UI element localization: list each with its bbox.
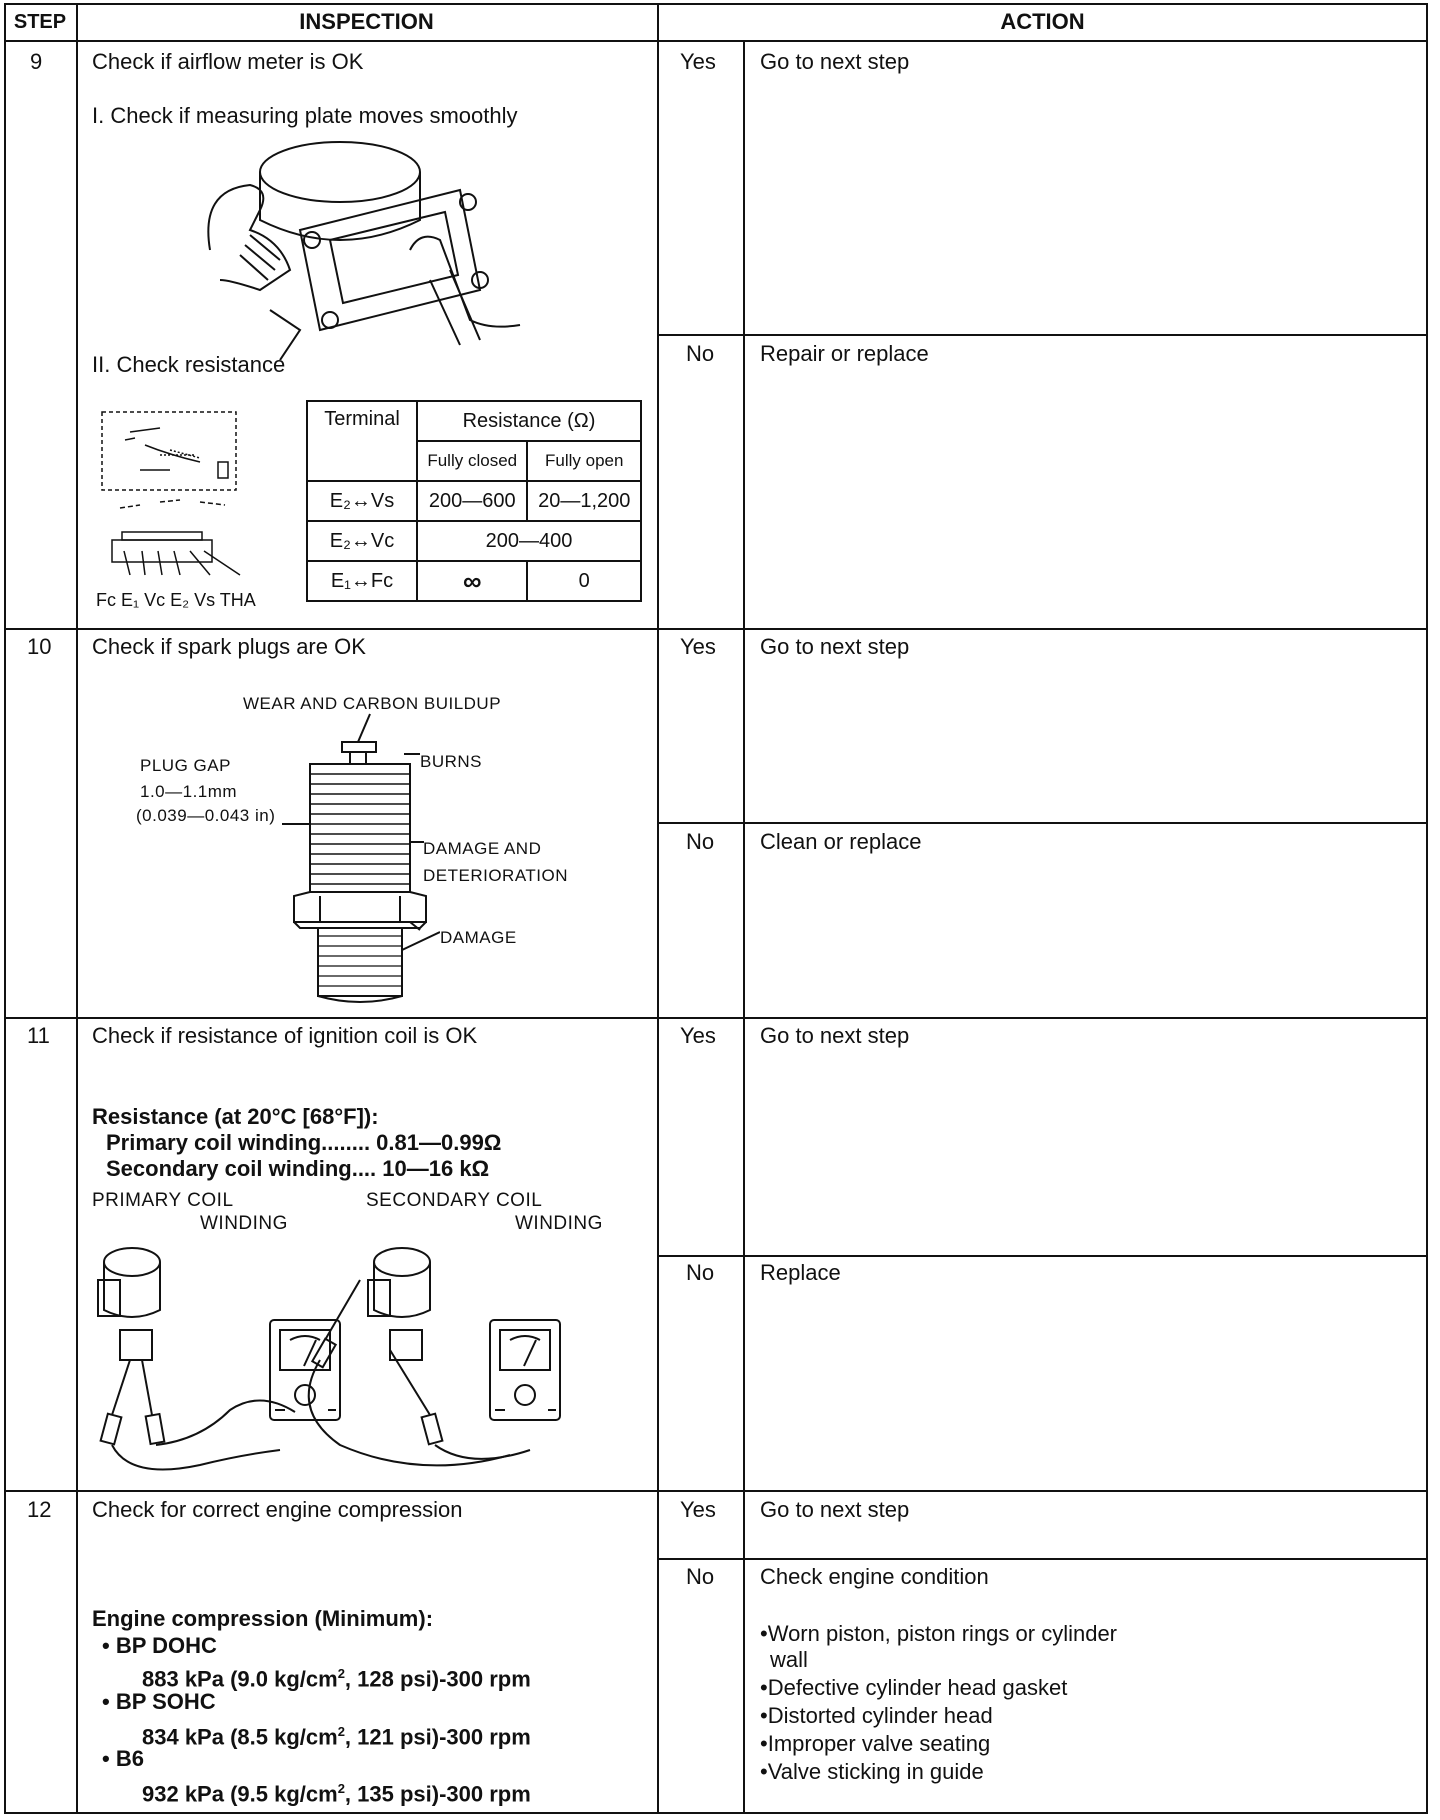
compression-engine: • BP DOHC <box>102 1633 217 1658</box>
airflow-meter-illustration <box>190 130 530 360</box>
table-header-fully-closed: Fully closed <box>417 441 527 481</box>
yes-action: Go to next step <box>760 634 910 659</box>
ignition-coil-measurement-illustration <box>90 1240 650 1480</box>
table-cell-closed: ∞ <box>417 561 527 601</box>
label-secondary-coil: SECONDARY COIL <box>366 1190 543 1211</box>
resistance-table <box>306 400 642 602</box>
table-row <box>307 481 641 521</box>
compression-value: 883 kPa (9.0 $kg/cm^2$, 128 psi)-300 rpm <box>142 1666 531 1692</box>
list-item: •Valve sticking in guide <box>760 1759 984 1784</box>
table-row <box>307 521 641 561</box>
step-title: Check if spark plugs are OK <box>92 634 366 659</box>
step-subtitle-1: I. Check if measuring plate moves smoothly <box>92 103 518 128</box>
connector-diagram <box>100 410 300 580</box>
yes-label: Yes <box>680 49 716 74</box>
table-cell-terminal: E₁↔Fc <box>307 561 417 601</box>
step-number: 10 <box>27 634 52 659</box>
no-action: Clean or replace <box>760 829 922 854</box>
step-number: 12 <box>27 1497 52 1522</box>
no-action: Check engine condition <box>760 1564 989 1589</box>
compression-engine: • BP SOHC <box>102 1689 216 1714</box>
coil-spec-secondary: Secondary coil winding.... 10—16 kΩ <box>106 1156 490 1181</box>
step-title: Check if airflow meter is OK <box>92 49 364 74</box>
label-deterioration: DETERIORATION <box>423 866 569 885</box>
connector-terminal-label: Fc E₁ Vc E₂ Vs THA <box>96 590 256 610</box>
label-damage: DAMAGE <box>440 928 517 947</box>
step-title: Check if resistance of ignition coil is OK <box>92 1023 478 1048</box>
no-label: No <box>686 1260 715 1285</box>
step-number: 9 <box>30 49 43 74</box>
label-plug-gap-mm: 1.0—1.1mm <box>140 782 238 801</box>
list-item: •Distorted cylinder head <box>760 1703 993 1728</box>
compression-engine: • B6 <box>102 1746 144 1771</box>
yes-action: Go to next step <box>760 1497 910 1522</box>
compression-value: 932 kPa (9.5 $kg/cm^2$, 135 psi)-300 rpm <box>142 1781 531 1807</box>
label-primary-coil: PRIMARY COIL <box>92 1190 234 1211</box>
table-cell-open: 0 <box>527 561 641 601</box>
compression-value: 834 kPa (8.5 $kg/cm^2$, 121 psi)-300 rpm <box>142 1724 531 1750</box>
coil-spec-primary: Primary coil winding........ 0.81—0.99Ω <box>106 1130 502 1155</box>
table-header-resistance: Resistance (Ω) <box>417 401 641 441</box>
table-cell-terminal: E₂↔Vc <box>307 521 417 561</box>
no-label: No <box>686 1564 715 1589</box>
yes-action: Go to next step <box>760 1023 910 1048</box>
spark-plug-illustration <box>280 712 440 1010</box>
table-row <box>307 561 641 601</box>
yes-label: Yes <box>680 1023 716 1048</box>
header-step: STEP <box>13 11 67 33</box>
yes-action: Go to next step <box>760 49 910 74</box>
label-primary-winding: WINDING <box>200 1213 288 1234</box>
header-action: ACTION <box>1000 9 1085 34</box>
list-item: •Improper valve seating <box>760 1731 991 1756</box>
header-inspection: INSPECTION <box>299 9 434 34</box>
table-header-fully-open: Fully open <box>527 441 641 481</box>
list-item: •Defective cylinder head gasket <box>760 1675 1068 1700</box>
list-item: •Worn piston, piston rings or cylinder <box>760 1621 1118 1646</box>
table-cell-open: 20—1,200 <box>527 481 641 521</box>
no-action: Replace <box>760 1260 841 1285</box>
step-number: 11 <box>27 1023 50 1048</box>
label-plug-gap: PLUG GAP <box>140 756 231 775</box>
compression-spec-title: Engine compression (Minimum): <box>92 1606 434 1631</box>
table-cell-terminal: E₂↔Vs <box>307 481 417 521</box>
label-secondary-winding: WINDING <box>515 1213 603 1234</box>
step-title: Check for correct engine compression <box>92 1497 463 1522</box>
step-subtitle-2: II. Check resistance <box>92 352 286 377</box>
label-damage-and: DAMAGE AND <box>423 839 542 858</box>
no-label: No <box>686 829 715 854</box>
label-burns: BURNS <box>420 752 483 771</box>
label-plug-gap-in: (0.039—0.043 in) <box>136 806 276 825</box>
table-header-terminal: Terminal <box>307 401 417 481</box>
label-wear-carbon: WEAR AND CARBON BUILDUP <box>243 694 502 713</box>
yes-label: Yes <box>680 634 716 659</box>
list-item: wall <box>770 1647 808 1672</box>
coil-spec-title: Resistance (at 20°C [68°F]): <box>92 1104 379 1129</box>
no-action: Repair or replace <box>760 341 929 366</box>
no-label: No <box>686 341 715 366</box>
yes-label: Yes <box>680 1497 716 1522</box>
table-cell-both: 200—400 <box>417 521 641 561</box>
table-cell-closed: 200—600 <box>417 481 527 521</box>
